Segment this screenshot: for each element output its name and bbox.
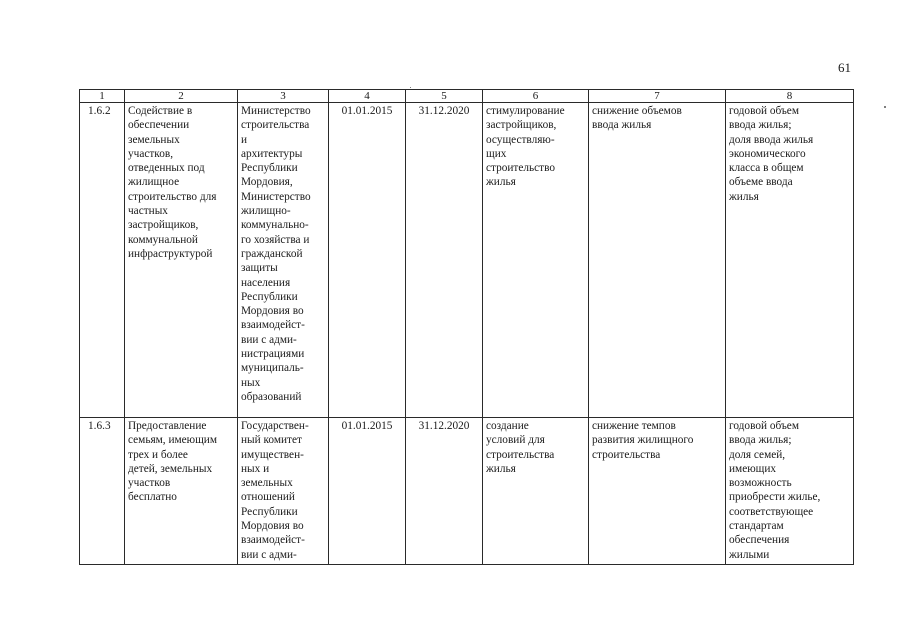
indicator-cell: [726, 103, 854, 418]
table-row: [80, 418, 854, 565]
page-number: 61: [838, 60, 851, 75]
indicator-cell: [726, 418, 854, 565]
consequence-text: снижение темпов развития жилищного строительства: [592, 420, 694, 461]
end-date-cell: [406, 418, 483, 565]
result-cell: [483, 418, 589, 565]
executor-cell: [238, 103, 329, 418]
row-id: 1.6.3: [88, 420, 111, 432]
end-date: 31.12.2020: [418, 105, 470, 117]
consequence-cell: [589, 103, 726, 418]
scan-speck: [410, 87, 411, 88]
measure-text: Предоставление семьям, имеющим трех и более детей, земельных участков бесплатно: [128, 420, 218, 504]
start-date-cell: [329, 103, 406, 418]
measure-cell: [125, 418, 238, 565]
end-date-cell: [406, 103, 483, 418]
measures-table: [79, 89, 854, 565]
start-date-cell: [329, 418, 406, 565]
row-id-cell: [80, 103, 125, 418]
column-header-6: 6: [483, 90, 589, 103]
result-text: создание условий для строительства жилья: [486, 420, 555, 475]
column-header-8: 8: [726, 90, 854, 103]
result-cell: [483, 103, 589, 418]
end-date: 31.12.2020: [418, 420, 470, 432]
column-header-5: 5: [406, 90, 483, 103]
header-row: [80, 90, 854, 103]
executor-text: Государствен- ный комитет имуществен- ных и земельных отношений Республики Мордовия во взаимодейст- вии с адми-: [241, 420, 309, 561]
consequence-cell: [589, 418, 726, 565]
row-id: 1.6.2: [88, 105, 111, 117]
indicator-text: годовой объем ввода жилья; доля ввода жилья экономического класса в общем объеме ввода жилья: [729, 105, 814, 203]
consequence-text: снижение объемов ввода жилья: [592, 105, 682, 132]
measure-text: Содействие в обеспечении земельных участков, отведенных под жилищное строительство для частных застройщиков, коммунальной инфраструктурой: [128, 105, 217, 260]
column-header-3: 3: [238, 90, 329, 103]
column-header-1: 1: [80, 90, 125, 103]
table-row: [80, 103, 854, 418]
result-text: стимулирование застройщиков, осуществляю- щих строительство жилья: [486, 105, 565, 189]
row-id-cell: [80, 418, 125, 565]
column-header-4: 4: [329, 90, 406, 103]
column-header-7: 7: [589, 90, 726, 103]
executor-cell: [238, 418, 329, 565]
indicator-text: годовой объем ввода жилья; доля семей, имеющих возможность приобрести жилье, соответствующее стандартам обеспечения жилыми: [729, 420, 821, 561]
start-date: 01.01.2015: [341, 105, 393, 117]
scan-speck: [884, 106, 886, 108]
executor-text: Министерство строительства и архитектуры Республики Мордовия, Министерство жилищно- коммунально- го хозяйства и гражданской защиты населения Республики Мордовия во взаимодейст- вии с адми- нистрациями муниципаль- ных образований: [241, 105, 311, 403]
start-date: 01.01.2015: [341, 420, 393, 432]
column-header-2: 2: [125, 90, 238, 103]
measure-cell: [125, 103, 238, 418]
